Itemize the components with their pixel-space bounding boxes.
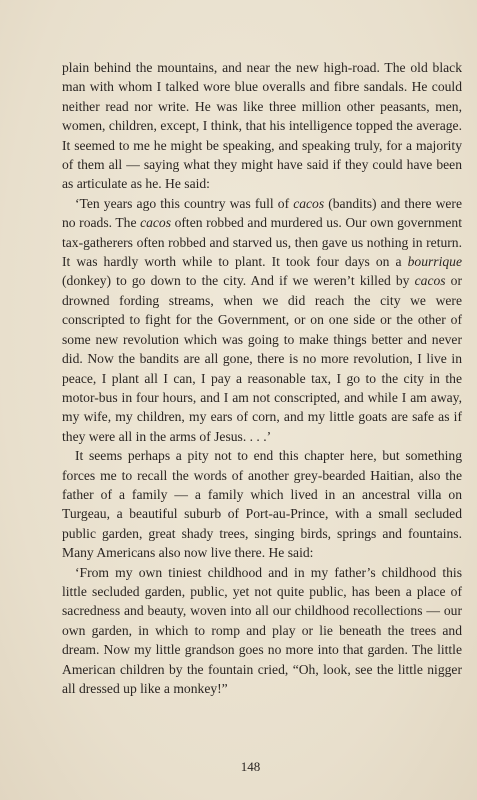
body-text (62, 58, 462, 698)
italic-term: cacos (140, 215, 172, 231)
italic-term: bourrique (407, 254, 462, 270)
paragraph (62, 194, 462, 446)
italic-term: cacos (414, 273, 446, 289)
paragraph (62, 563, 462, 699)
text-run: (bandits) and there were no roads. The (62, 195, 462, 231)
text-run: ‘From my own tiniest childhood and in my father’s childhood this little secluded garden, public, yet not quite public, has been a place of sacredness and beauty, woven into all our childhood recollections — our own garden, in which to romp and play or lie beneath the trees and dream. Now my little grandson goes no more into that garden. The little American children by the fountain cried, “Oh, look, see the little nigger all dressed up like a monkey!” (62, 564, 462, 696)
text-run: (donkey) to go down to the city. And if we weren’t killed by (62, 273, 415, 289)
text-run: often robbed and murdered us. Our own government tax-gatherers often robbed and starved us, then gave us nothing in return. It was hardly worth while to plant. It took four days on a (62, 215, 462, 270)
italic-term: cacos (293, 195, 325, 211)
text-run: or drowned fording streams, when we did reach the city we were conscripted to fight for the Government, or on one side or the other of some new revolution which was going to make things better and never did. Now the bandits are all gone, there is no more revolution, I live in peace, I plant all I can, I pay a reasonable tax, I go to the city in the motor-bus in four hours, and I am not conscripted, and while I am away, my wife, my children, my ears of corn, and my little goats are safe as if they were all in the arms of Jesus. . . .’ (62, 273, 462, 444)
page-number: 148 (240, 759, 261, 774)
paragraph (62, 446, 462, 562)
text-run: plain behind the mountains, and near the new high-road. The old black man with whom I talked wore blue overalls and fibre sandals. He could neither read nor write. He was like three million other peasants, men, women, children, except, I think, that his intelligence topped the average. It seemed to me he might be speaking, and speaking truly, for a majority of them all — saying what they might have said if they could have been as articulate as he. He said: (62, 60, 462, 192)
text-run: It seems perhaps a pity not to end this chapter here, but something forces me to recall the words of another grey-bearded Haitian, also the father of a family — a family which lived in an ancestral villa on Turgeau, a beautiful suburb of Port-au-Prince, with a small secluded public garden, great shady trees, singing birds, springs and fountains. Many Americans also now live there. He said: (62, 448, 462, 561)
text-run: ‘Ten years ago this country was full of (75, 195, 294, 211)
paragraph (62, 58, 462, 194)
